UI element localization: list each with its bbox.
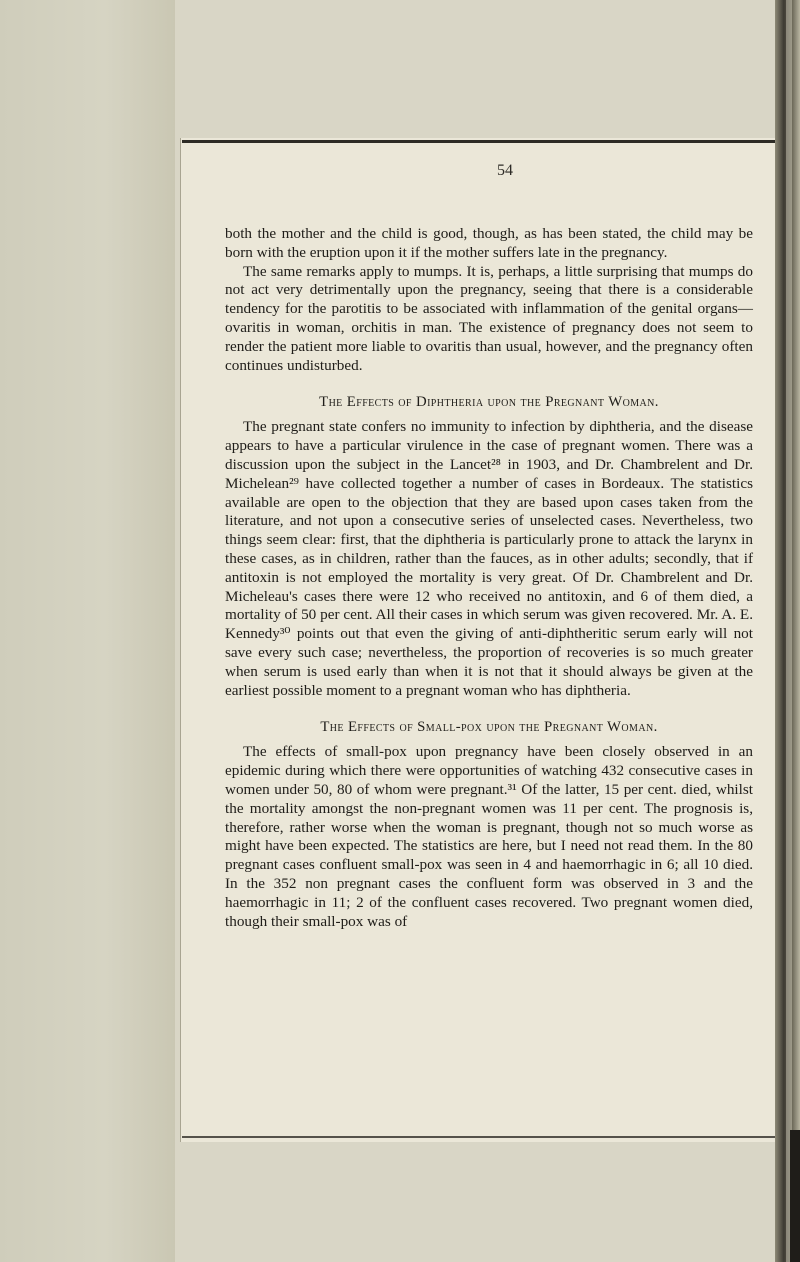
top-page-border	[182, 140, 782, 143]
section-heading-diphtheria: The Effects of Diphtheria upon the Pregnant Woman.	[319, 394, 659, 411]
paragraph-diphtheria: The pregnant state confers no immunity to infection by diphtheria, and the disease appears to have a particular virulence in the case of pregnant women. There was a discussion upon the subject in the Lancet²⁸ in 1903, and Dr. Chambrelent and Dr. Michelean²⁹ have collected together a number of cases in Bordeaux. The statistics available are open to the objection that they are based upon cases taken from the literature, and not upon a consecutive series of unselected cases. Nevertheless, two things seem clear: first, that the diphtheria is particularly prone to attack the larynx in these cases, as in children, rather than the fauces, as in other adults; secondly, that if antitoxin is not employed the mortality is very great. Of Dr. Chambrelent and Dr. Micheleau's cases there were 12 who received no antitoxin, and 6 of them died, a mortality of 50 per cent. All their cases in which serum was given recovered. Mr. A. E. Kennedy³⁰ points out that even the giving of anti-diphtheritic serum early will not save every such case; nevertheless, the proportion of recoveries is so much greater when serum is used early than when it is not that it should always be given at the earliest possible moment to a pregnant woman who has diphtheria.	[225, 418, 753, 699]
paragraph-smallpox: The effects of small-pox upon pregnancy have been closely observed in an epidemic during which there were opportunities of watching 432 consecutive cases in women under 50, 80 of whom were pregnant.³¹ Of the latter, 15 per cent. died, whilst the mortality amongst the non-pregnant women was 11 per cent. The prognosis is, therefore, rather worse when the woman is pregnant, though not so much worse as might have been expected. The statistics are here, but I need not read them. In the 80 pregnant cases confluent small-pox was seen in 4 and haemorrhagic in 6; all 10 died. In the 352 non pregnant cases the confluent form was observed in 3 and the haemorrhagic in 11; 2 of the confluent cases recovered. Two pregnant women died, though their small-pox was of	[225, 743, 753, 930]
page-number: 54	[497, 162, 513, 179]
page-text	[225, 225, 753, 931]
spine-shadow	[790, 1130, 800, 1262]
left-page-edge	[0, 0, 175, 1262]
bottom-page-border	[182, 1136, 782, 1138]
spine-highlight	[786, 0, 792, 1262]
paragraph-opening: both the mother and the child is good, though, as has been stated, the child may be born with the eruption upon it if the mother suffers late in the pregnancy.	[225, 225, 753, 261]
section-heading-smallpox: The Effects of Small-pox upon the Pregnant Woman.	[320, 719, 658, 736]
paragraph-mumps: The same remarks apply to mumps. It is, perhaps, a little surprising that mumps do not act very detrimentally upon the pregnancy, seeing that there is a considerable tendency for the parotitis to be associated with inflammation of the genital organs—ovaritis in woman, orchitis in man. The existence of pregnancy does not seem to render the patient more liable to ovaritis than usual, however, and the pregnancy often continues undisturbed.	[225, 262, 753, 374]
